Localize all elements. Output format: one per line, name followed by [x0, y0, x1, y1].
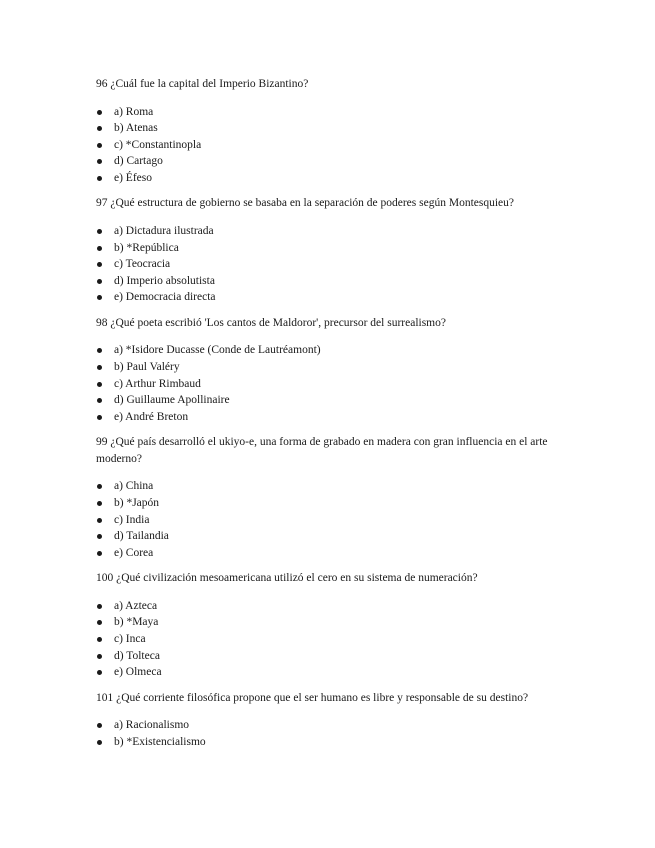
- option-item: [96, 478, 565, 495]
- option-item: [96, 223, 565, 240]
- question-block: [96, 315, 565, 425]
- option-text: b) *Existencialismo: [114, 735, 206, 748]
- bullet-icon: [97, 246, 102, 251]
- bullet-icon: [97, 723, 102, 728]
- option-item: [96, 631, 565, 648]
- option-item: [96, 256, 565, 273]
- option-text: b) *República: [114, 241, 179, 254]
- option-text: d) Guillaume Apollinaire: [114, 394, 230, 407]
- option-text: d) Imperio absolutista: [114, 274, 215, 287]
- bullet-icon: [97, 295, 102, 300]
- option-list: [96, 717, 565, 750]
- question-text: 100 ¿Qué civilización mesoamericana utilizó el cero en su sistema de numeración?: [96, 572, 478, 585]
- question-text: 97 ¿Qué estructura de gobierno se basaba en la separación de poderes según Montesquieu?: [96, 197, 514, 210]
- bullet-icon: [97, 654, 102, 659]
- option-item: [96, 409, 565, 426]
- option-text: a) *Isidore Ducasse (Conde de Lautréamont): [114, 344, 321, 357]
- bullet-icon: [97, 551, 102, 556]
- option-item: [96, 648, 565, 665]
- option-list: [96, 598, 565, 681]
- option-item: [96, 717, 565, 734]
- bullet-icon: [97, 501, 102, 506]
- bullet-icon: [97, 143, 102, 148]
- question-text: 98 ¿Qué poeta escribió 'Los cantos de Maldoror', precursor del surrealismo?: [96, 316, 446, 329]
- option-text: e) Éfeso: [114, 171, 152, 184]
- option-item: [96, 512, 565, 529]
- bullet-icon: [97, 365, 102, 370]
- bullet-icon: [97, 262, 102, 267]
- option-item: [96, 614, 565, 631]
- option-text: b) Atenas: [114, 122, 158, 135]
- question-block: [96, 76, 565, 186]
- bullet-icon: [97, 670, 102, 675]
- option-text: c) Arthur Rimbaud: [114, 377, 201, 390]
- bullet-icon: [97, 382, 102, 387]
- option-item: [96, 528, 565, 545]
- option-item: [96, 376, 565, 393]
- option-text: b) *Japón: [114, 497, 160, 509]
- option-text: a) Dictadura ilustrada: [114, 224, 214, 237]
- option-text: c) Inca: [114, 633, 146, 646]
- question-block: [96, 690, 565, 751]
- bullet-icon: [97, 348, 102, 353]
- option-text: e) Olmeca: [114, 666, 162, 679]
- bullet-icon: [97, 279, 102, 284]
- option-text: e) Corea: [114, 546, 154, 559]
- bullet-icon: [97, 534, 102, 539]
- option-item: [96, 342, 565, 359]
- option-text: c) India: [114, 513, 150, 526]
- bullet-icon: [97, 126, 102, 131]
- option-text: a) Roma: [114, 105, 154, 118]
- bullet-icon: [97, 229, 102, 234]
- option-text: a) Racionalismo: [114, 719, 190, 732]
- bullet-icon: [97, 620, 102, 625]
- option-item: [96, 392, 565, 409]
- bullet-icon: [97, 518, 102, 523]
- question-text: 101 ¿Qué corriente filosófica propone que el ser humano es libre y responsable de su destino?: [96, 691, 529, 704]
- option-item: [96, 120, 565, 137]
- question-text: 99 ¿Qué país desarrolló el ukiyo-e, una forma de grabado en madera con gran influencia en el arte moderno?: [96, 436, 548, 465]
- option-item: [96, 495, 565, 512]
- option-text: d) Tolteca: [114, 649, 160, 662]
- option-text: d) Tailandia: [114, 530, 169, 543]
- bullet-icon: [97, 484, 102, 489]
- bullet-icon: [97, 740, 102, 745]
- bullet-icon: [97, 398, 102, 403]
- option-item: [96, 359, 565, 376]
- bullet-icon: [97, 415, 102, 420]
- option-item: [96, 170, 565, 187]
- option-text: e) André Breton: [114, 410, 189, 423]
- option-item: [96, 137, 565, 154]
- question-block: [96, 434, 565, 561]
- question-block: [96, 570, 565, 680]
- option-text: b) Paul Valéry: [114, 361, 180, 374]
- option-list: [96, 478, 565, 561]
- question-text: 96 ¿Cuál fue la capital del Imperio Bizantino?: [96, 78, 309, 90]
- option-text: a) Azteca: [114, 599, 158, 612]
- bullet-icon: [97, 604, 102, 609]
- option-text: e) Democracia directa: [114, 291, 216, 304]
- option-text: d) Cartago: [114, 155, 163, 168]
- option-list: [96, 104, 565, 187]
- option-list: [96, 342, 565, 425]
- bullet-icon: [97, 159, 102, 164]
- bullet-icon: [97, 637, 102, 642]
- option-item: [96, 289, 565, 306]
- bullet-icon: [97, 176, 102, 181]
- option-item: [96, 545, 565, 562]
- option-item: [96, 153, 565, 170]
- bullet-icon: [97, 110, 102, 115]
- option-item: [96, 664, 565, 681]
- question-block: [96, 195, 565, 305]
- option-text: c) *Constantinopla: [114, 138, 202, 151]
- option-item: [96, 273, 565, 290]
- option-item: [96, 240, 565, 257]
- option-item: [96, 734, 565, 751]
- option-text: c) Teocracia: [114, 258, 171, 271]
- option-item: [96, 104, 565, 121]
- option-list: [96, 223, 565, 306]
- option-text: a) China: [114, 480, 154, 493]
- option-item: [96, 598, 565, 615]
- option-text: b) *Maya: [114, 616, 159, 629]
